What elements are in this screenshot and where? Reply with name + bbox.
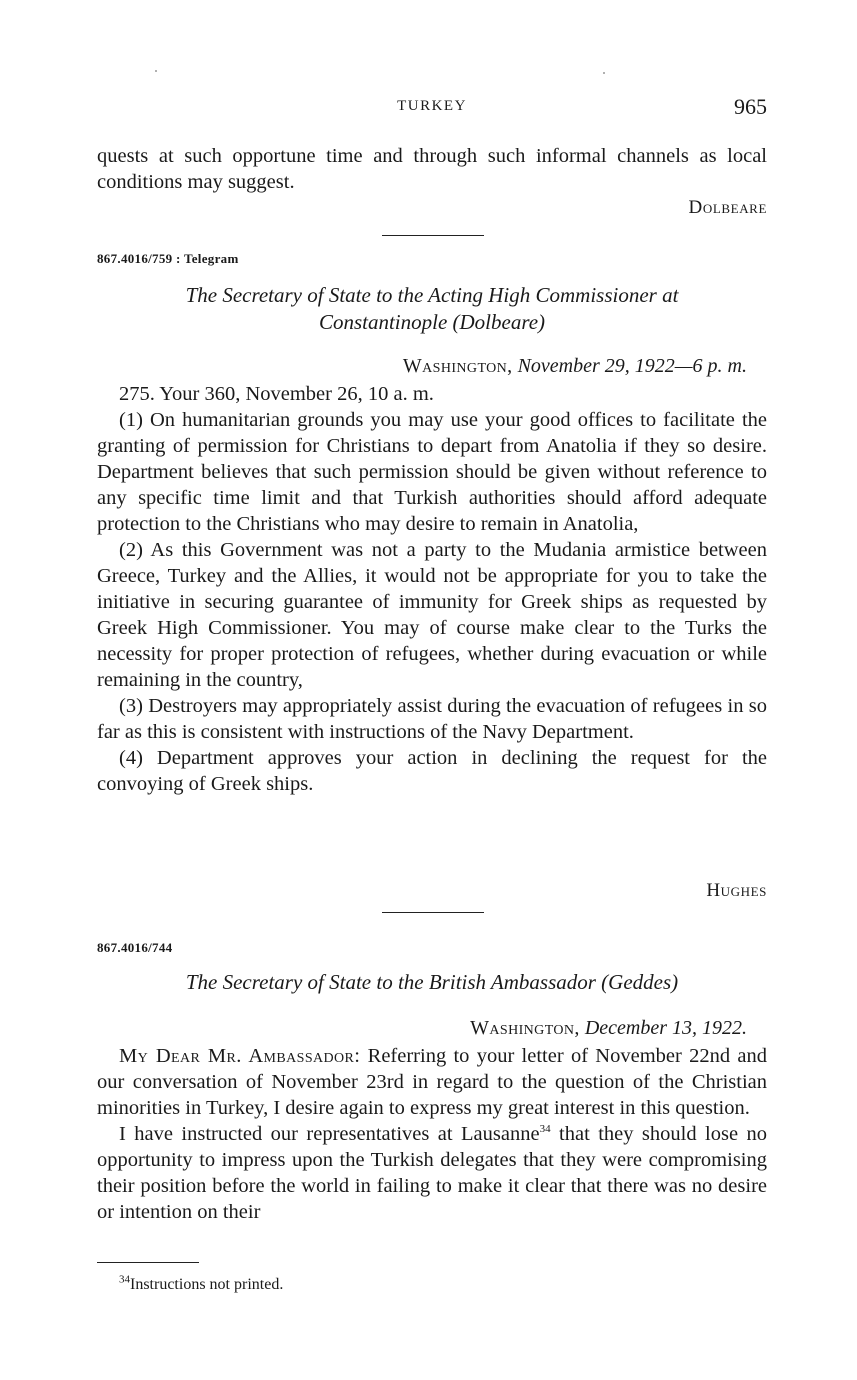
telegram-paragraph-1: (1) On humanitarian grounds you may use your good offices to facilitate the granting of permission for Christians to depart from Anatolia if they so desire. Department believes that such permission should be given without reference to any specific time limit and that Turkish authorities should afford adequate protection to the Christians who may desire to remain in Anatolia, <box>97 409 767 535</box>
document-heading-1 <box>127 282 737 336</box>
running-head <box>97 94 767 128</box>
signature-dolbeare: Dolbeare <box>688 197 767 218</box>
footnote-text: Instructions not printed. <box>130 1276 284 1293</box>
page-number: 965 <box>734 94 767 119</box>
letter-paragraph-2-start: I have instructed our representatives at Lausanne <box>119 1123 540 1145</box>
document-heading-2: The Secretary of State to the British Ambassador (Geddes) <box>185 970 679 994</box>
footnote-marker: 34 <box>119 1273 130 1286</box>
scan-speck <box>603 72 605 74</box>
letter-body <box>97 1043 767 1225</box>
file-id-759: 867.4016/759 : Telegram <box>97 251 239 266</box>
salutation: My Dear Mr. Ambassador: <box>119 1045 361 1067</box>
file-id-744: 867.4016/744 <box>97 940 173 955</box>
footnote-divider <box>97 1262 199 1263</box>
telegram-paragraph-3: (3) Destroyers may appropriately assist during the evacuation of refugees in so far as this is consistent with instructions of the Navy Department. <box>97 695 767 743</box>
telegram-body <box>97 381 767 797</box>
scan-speck <box>155 70 157 72</box>
letter-paragraph-2 <box>97 1121 767 1225</box>
letter-paragraph-1 <box>97 1043 767 1121</box>
dateline-place: Washington, <box>470 1017 580 1039</box>
section-divider <box>382 912 484 913</box>
dateline-2 <box>470 1017 747 1040</box>
telegram-intro: 275. Your 360, November 26, 10 a. m. <box>119 383 434 405</box>
telegram-paragraph-2: (2) As this Government was not a party to the Mudania armistice between Greece, Turkey and the Allies, it would not be appropriate for you to take the initiative in securing guarantee of immunity for Greek ships as requested by Greek High Commissioner. You may of course make clear to the Turks the necessity for proper protection of refugees, whether during evacuation or while remaining in the country, <box>97 539 767 691</box>
signature-hughes: Hughes <box>706 880 767 901</box>
running-title: TURKEY <box>397 98 467 114</box>
dateline-1 <box>403 355 747 378</box>
dateline-date: December 13, 1922. <box>584 1017 747 1039</box>
letter-paragraph-2-text: that they should lose no opportunity to impress upon the Turkish delegates that they were compromising their position before the world in failing to make it clear that there was no desire or intention on their <box>97 1123 767 1223</box>
letter-paragraph-1-text: Referring to your letter of November 22nd and our conversation of November 23rd in regard to the question of the Christian minorities in Turkey, I desire again to express my great interest in this question. <box>97 1045 767 1119</box>
dateline-place: Washington, <box>402 355 513 377</box>
heading-line-1: The Secretary of State to the Acting High Commissioner at <box>185 283 679 307</box>
footnote <box>119 1273 284 1294</box>
continuation-paragraph: quests at such opportune time and through such informal channels as local conditions may suggest. <box>97 145 767 193</box>
section-divider <box>382 235 484 236</box>
heading-line-2: Constantinople (Dolbeare) <box>318 310 546 334</box>
telegram-paragraph-4: (4) Department approves your action in declining the request for the convoying of Greek ships. <box>97 747 767 795</box>
dateline-date: November 29, 1922—6 p. m. <box>517 355 747 377</box>
footnote-reference: 34 <box>539 1123 551 1136</box>
